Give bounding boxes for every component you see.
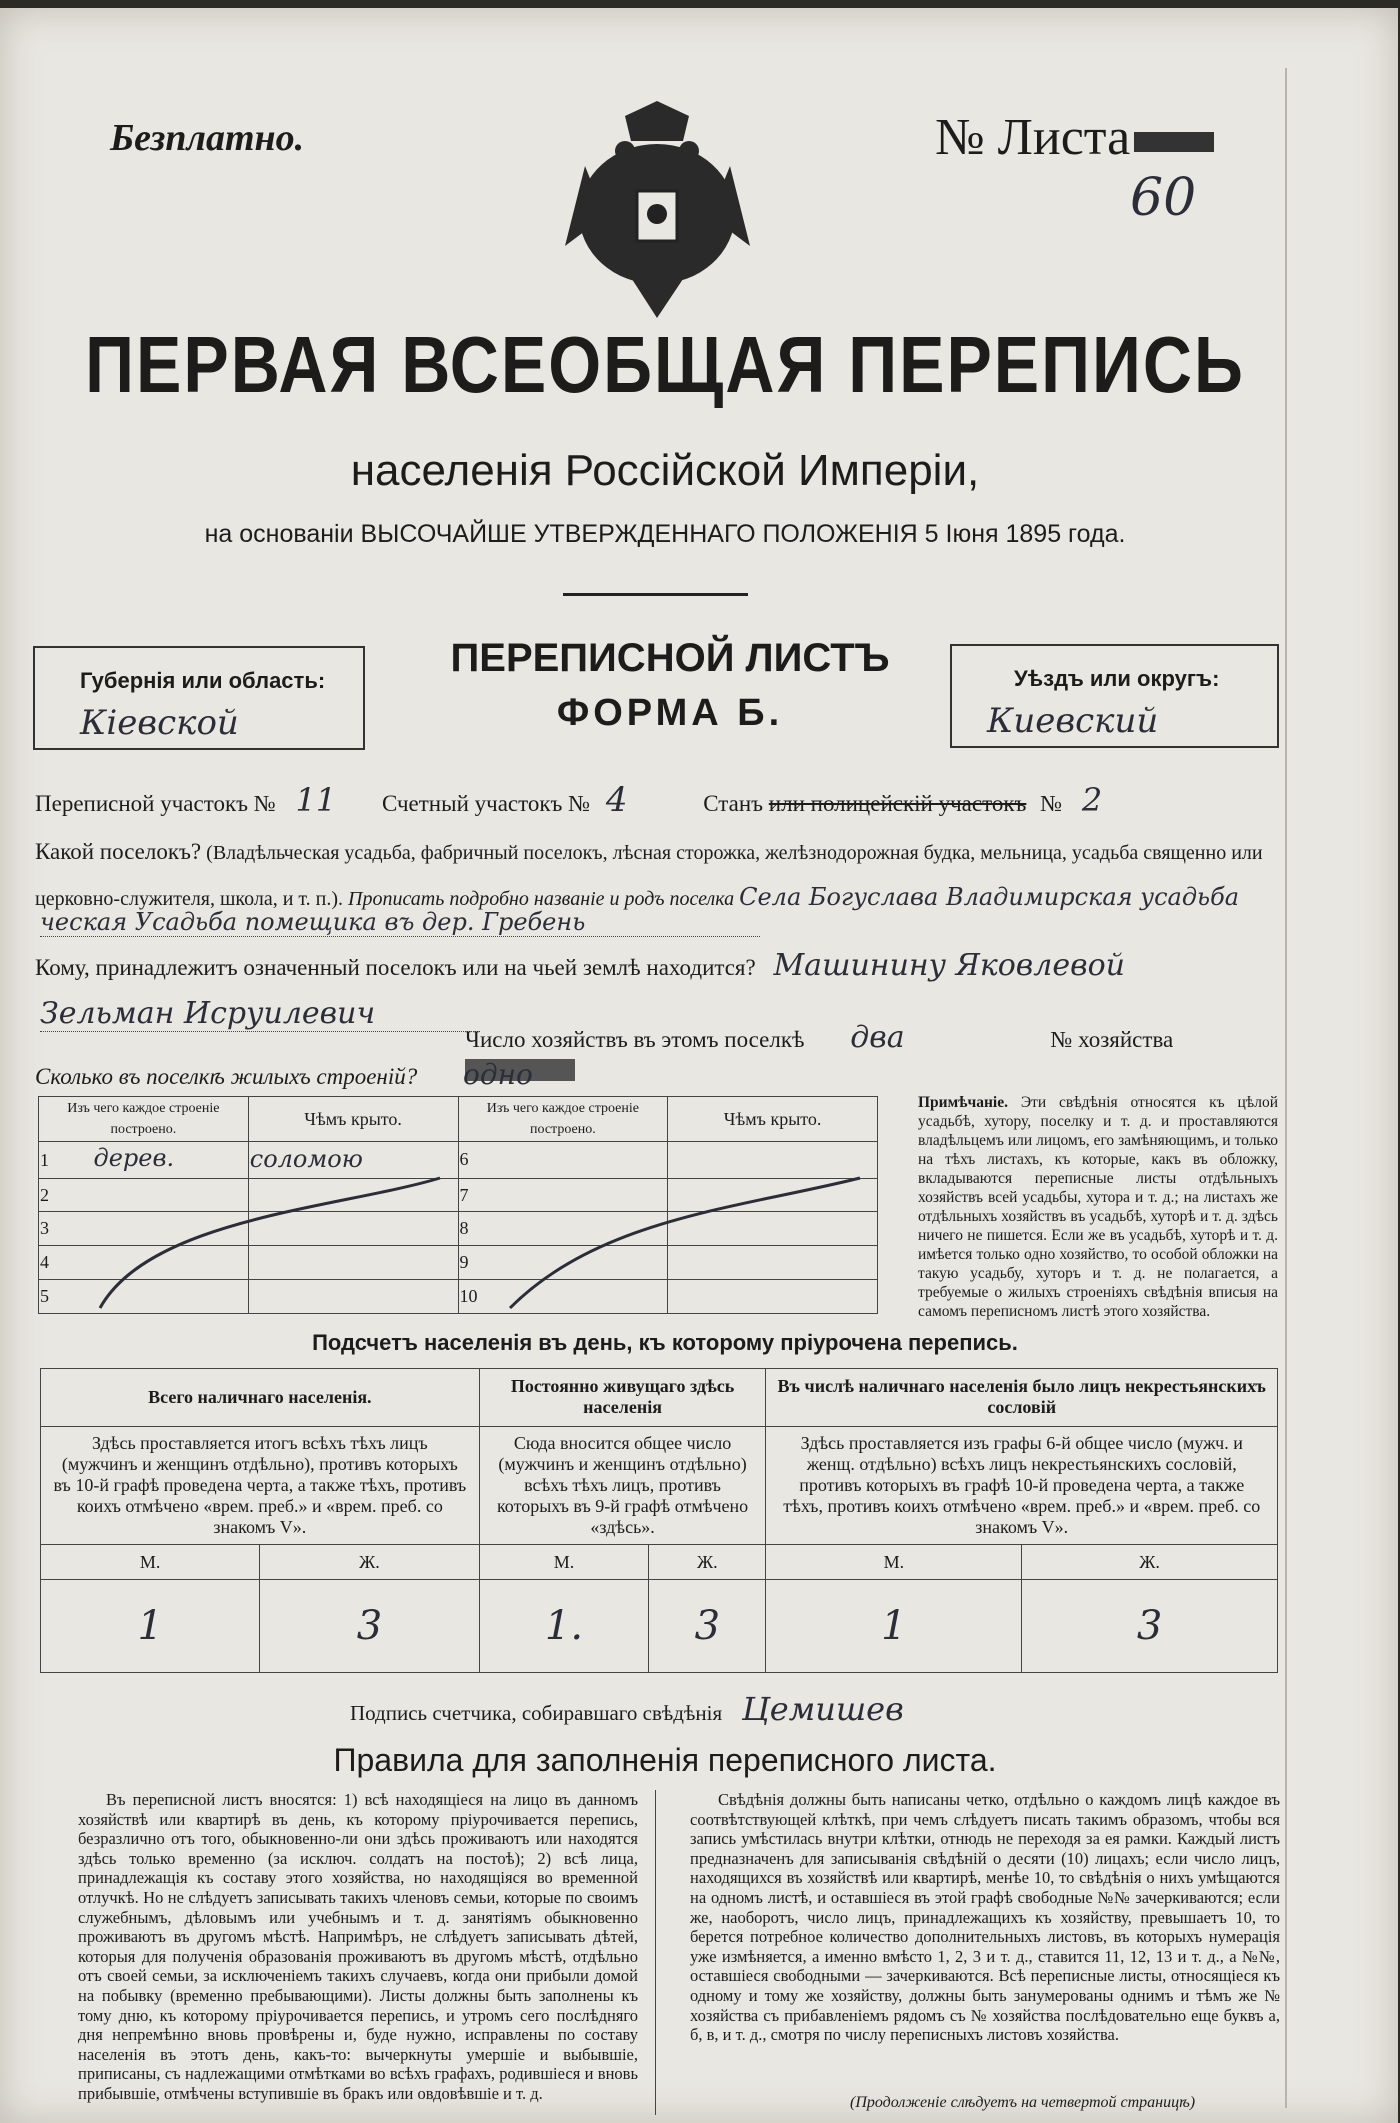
m-label: М.	[41, 1545, 260, 1580]
settlement-label: Какой поселокъ?	[35, 839, 202, 864]
rules-right-text: Свѣдѣнія должны быть написаны четко, отдѣльно о каждомъ лицѣ каждое въ соотвѣтствующей клѣткѣ, при чемъ слѣдуетъ писать такимъ образомъ, чтобы вся запись умѣстилась внутри клѣтки, отнюдь не переходя за ея рамки. Каждый листъ предназначенъ для записыванія свѣдѣній о десяти (10) лицахъ; если число лицъ, находящихся въ хозяйствѣ или квартирѣ, менѣе 10, то свѣдѣнія о нихъ умѣщаются на одномъ листѣ, и оставшіеся въ этой графѣ свободные №№ зачеркиваются; если же, наоборотъ, число лицъ, принадлежащихъ къ хозяйству, превышаетъ 10, то берется потребное количество дополнительныхъ листовъ, въ которыхъ нумерація уже измѣняется, а именно вмѣсто 1, 2, 3 и т. д., ставится 11, 12, 13 и т. д., а №№, оставшіеся свободными — зачеркиваются. Всѣ переписные листы, относящіеся къ одному и тому же хозяйству, должны быть занумерованы однимъ и тѣмъ же № хозяйства съ прибавленіемъ рядомъ съ № хозяйства послѣдовательно еще буквъ а, б, в, и т. д., смотря по числу переписныхъ листовъ хозяйства.	[690, 1790, 1280, 2045]
sheet-number-label	[935, 108, 1214, 167]
households-label: Число хозяйствъ въ этомъ поселкѣ	[465, 1027, 805, 1052]
f-label: Ж.	[1022, 1545, 1278, 1580]
sheet-number-handwritten: 60	[1130, 168, 1197, 228]
row-number: 7	[458, 1178, 668, 1212]
f-label: Ж.	[260, 1545, 479, 1580]
owner-value-1: Машинину Яковлевой	[773, 948, 1125, 983]
owner-row	[35, 948, 1280, 983]
col3-text: Здѣсь проставляется изъ графы 6-й общее число (мужч. и женщ. отдѣльно) всѣхъ лицъ некрестьянскихъ сословій, противъ которыхъ въ графѣ 10-й проведена черта, а также тѣхъ, противъ коихъ отмѣчено «врем. преб.» и «врем. преб. со знакомъ V».	[766, 1426, 1278, 1545]
count-value: 4	[605, 780, 628, 820]
household-number-label: № хозяйства	[1050, 1027, 1174, 1052]
row-number: 10	[458, 1280, 668, 1314]
buildings-label: Сколько въ поселкѣ жилыхъ строеній?	[35, 1064, 418, 1089]
divider	[563, 593, 748, 596]
col2-text: Сюда вносится общее число (мужчинъ и женщинъ отдѣльно) всѣхъ тѣхъ лицъ, противъ которыхъ въ 9-й графѣ отмѣчено «здѣсь».	[479, 1426, 766, 1545]
strike-through-marks	[40, 1158, 880, 1318]
col3-male: 1	[766, 1580, 1022, 1673]
form-title: ПЕРЕПИСНОЙ ЛИСТЪ	[450, 636, 890, 680]
right-margin-edge	[1285, 68, 1287, 2108]
rules-column-divider	[655, 1790, 656, 2115]
redaction-bar	[1134, 132, 1214, 152]
row-number: 3	[39, 1212, 249, 1246]
rules-left-column	[78, 1790, 638, 2104]
count-label: Счетный участокъ №	[381, 791, 591, 816]
district-label: Уѣздъ или округъ:	[1014, 666, 1220, 691]
province-box	[33, 646, 365, 750]
col2-female: 3	[649, 1580, 766, 1673]
form-name: ФОРМА Б.	[556, 692, 784, 734]
district-box	[950, 644, 1279, 748]
row-number: 8	[458, 1212, 668, 1246]
signature-label: Подпись счетчика, собиравшаго свѣдѣнія	[350, 1701, 723, 1725]
rules-title: Правила для заполненія переписного листа.	[333, 1742, 997, 1778]
rules-right-column	[690, 1790, 1280, 2045]
settlement-value-1: Села Богуслава Владимирская усадьба	[739, 883, 1240, 911]
row-number: 4	[39, 1246, 249, 1280]
col-roof-header-2: Чѣмъ крыто.	[668, 1097, 878, 1142]
col3-title: Въ числѣ наличнаго населенія было лицъ некрестьянскихъ сословій	[766, 1369, 1278, 1427]
col3-female: 3	[1022, 1580, 1278, 1673]
stan-label: Станъ	[703, 791, 764, 816]
households-row	[465, 1020, 1285, 1081]
buildings-row	[35, 1058, 533, 1091]
district-value: Киевский	[987, 701, 1159, 741]
page-title: ПЕРВАЯ ВСЕОБЩАЯ ПЕРЕПИСЬ	[85, 320, 1245, 410]
households-value: два	[850, 1020, 905, 1055]
row-number: 6	[458, 1142, 668, 1179]
sheet-label-text: № Листа	[935, 109, 1131, 166]
row-number: 1	[40, 1150, 49, 1171]
col1-title: Всего наличнаго населенія.	[41, 1369, 480, 1427]
owner-label: Кому, принадлежитъ означенный поселокъ или на чьей землѣ находится?	[35, 955, 756, 980]
province-label: Губернія или область:	[80, 668, 326, 693]
col1-female: 3	[260, 1580, 479, 1673]
settlement-value-2: ческая Усадьба помещика въ дер. Гребень	[40, 908, 760, 937]
buildings-value: одно	[462, 1058, 533, 1091]
census-sheet	[0, 8, 1398, 2123]
rules-continued: (Продолженіе слѣдуетъ на четвертой страницѣ)	[850, 2094, 1196, 2111]
settlement-instruction: Прописать подробно названіе и родъ поселка	[348, 888, 735, 910]
free-label: Безплатно.	[110, 117, 305, 159]
note-block	[918, 1093, 1278, 1321]
count-section-title: Подсчетъ населенія въ день, къ которому пріурочена перепись.	[312, 1330, 1018, 1355]
note-text: Эти свѣдѣнія относятся къ цѣлой усадьбѣ, хутору, поселку и т. д. и проставляются владѣльцемъ или лицомъ, его замѣняющимъ, и только на тѣхъ листахъ, къ которые, какъ въ обложку, вкладываются переписные листы отдѣльныхъ хозяйствъ всей усадьбы, хутора и т. д.; на листахъ же отдѣльныхъ хозяйствъ въ усадьбѣ, хуторѣ и т. д. здѣсь ничего не пишется. Если же въ усадьбѣ, хуторѣ и т. д. имѣется только одно хозяйство, то особой обложки на такую усадьбу, хуторъ и т. д. не полагается, а требуемые о жилыхъ строеніяхъ свѣдѣнія вписыя на самомъ переписномъ листѣ этого хозяйства.	[918, 1094, 1279, 1320]
rules-left-text: Въ переписной листъ вносятся: 1) всѣ находящіеся на лицо въ данномъ хозяйствѣ или квартирѣ въ день, къ которому пріурочивается перепись, безразлично отъ того, обыкновенно-ли они здѣсь проживаютъ или находятся здѣсь только временно (за исключ. солдатъ на постоѣ); 2) всѣ лица, принадлежащія къ составу этого хозяйства, но находящіяся во временной отлучкѣ. Но не слѣдуетъ записывать такихъ членовъ семьи, которые по своимъ служебнымъ, дѣловымъ или учебнымъ и т. д. занятіямъ обыкновенно проживаютъ въ другомъ мѣстѣ. Напримѣръ, не слѣдуетъ записывать дѣтей, которыя для полученія образованія проживаютъ въ другомъ мѣстѣ, отдѣльно отъ своей семьи, за исключеніемъ такихъ случаевъ, когда они прибыли домой на побывку (временно пребывающими). Листы должны быть заполнены къ тому дню, къ которому пріурочивается перепись, и утромъ сего послѣдняго дня непремѣнно вновь провѣрены и, буде нужно, исправлены по составу населенія въ этотъ день, какъ-то: вычеркнуты умершіе и выбывшіе, приписаны, съ надлежащими отмѣтками во всѣхъ графахъ, родившіеся и вновь прибывшіе, отмѣчены вступившіе въ бракъ или овдовѣвшіе и т. д.	[78, 1790, 638, 2103]
note-label: Примѣчаніе.	[918, 1094, 1008, 1111]
col-material-header-2: Изъ чего каждое строеніе построено.	[458, 1097, 668, 1142]
row-number: 2	[39, 1178, 249, 1212]
signature-value: Цемишев	[741, 1690, 904, 1728]
precinct-row: Переписной участокъ № 11 Счетный участокъ № 4 Станъ или полицейскій участокъ № 2	[35, 780, 1103, 820]
settlement-hint: (Владѣльческая усадьба, фабричный поселокъ, лѣсная сторожка, желѣзнодорожная будка, мельница, усадьба священно или церковно-служителя, школа, и т. п.).	[35, 842, 1263, 910]
row1-material: дерев.	[93, 1144, 175, 1173]
stan-value: 2	[1081, 781, 1103, 819]
col1-male: 1	[41, 1580, 260, 1673]
f-label: Ж.	[649, 1545, 766, 1580]
police-label: или полицейскій участокъ	[768, 791, 1027, 816]
col-material-header: Изъ чего каждое строеніе построено.	[39, 1097, 249, 1142]
m-label: М.	[479, 1545, 649, 1580]
owner-value-2: Зельман Исруилевич	[40, 996, 480, 1032]
precinct-value: 11	[295, 781, 337, 819]
m-label: М.	[766, 1545, 1022, 1580]
province-value: Кіевской	[80, 703, 239, 743]
legal-basis: на основаніи ВЫСОЧАЙШЕ УТВЕРЖДЕННАГО ПОЛОЖЕНІЯ 5 Іюня 1895 года.	[204, 520, 1126, 548]
col2-title: Постоянно живущаго здѣсь населенія	[479, 1369, 766, 1427]
page-subtitle: населенія Россійской Имперіи,	[350, 446, 980, 495]
signature-row	[350, 1690, 904, 1728]
population-table	[40, 1368, 1278, 1673]
row-number: 9	[458, 1246, 668, 1280]
double-headed-eagle-emblem	[565, 96, 750, 321]
col-roof-header: Чѣмъ крыто.	[248, 1097, 458, 1142]
precinct-label: Переписной участокъ №	[35, 791, 276, 816]
row1-roof: соломою	[248, 1142, 458, 1179]
col2-male: 1.	[479, 1580, 649, 1673]
row-number: 5	[39, 1280, 249, 1314]
col1-text: Здѣсь проставляется итогъ всѣхъ тѣхъ лицъ (мужчинъ и женщинъ отдѣльно), противъ которыхъ въ 10-й графѣ проведена черта, а также тѣхъ, противъ коихъ отмѣчено «врем. преб.» и «врем. преб. со знакомъ V».	[41, 1426, 480, 1545]
